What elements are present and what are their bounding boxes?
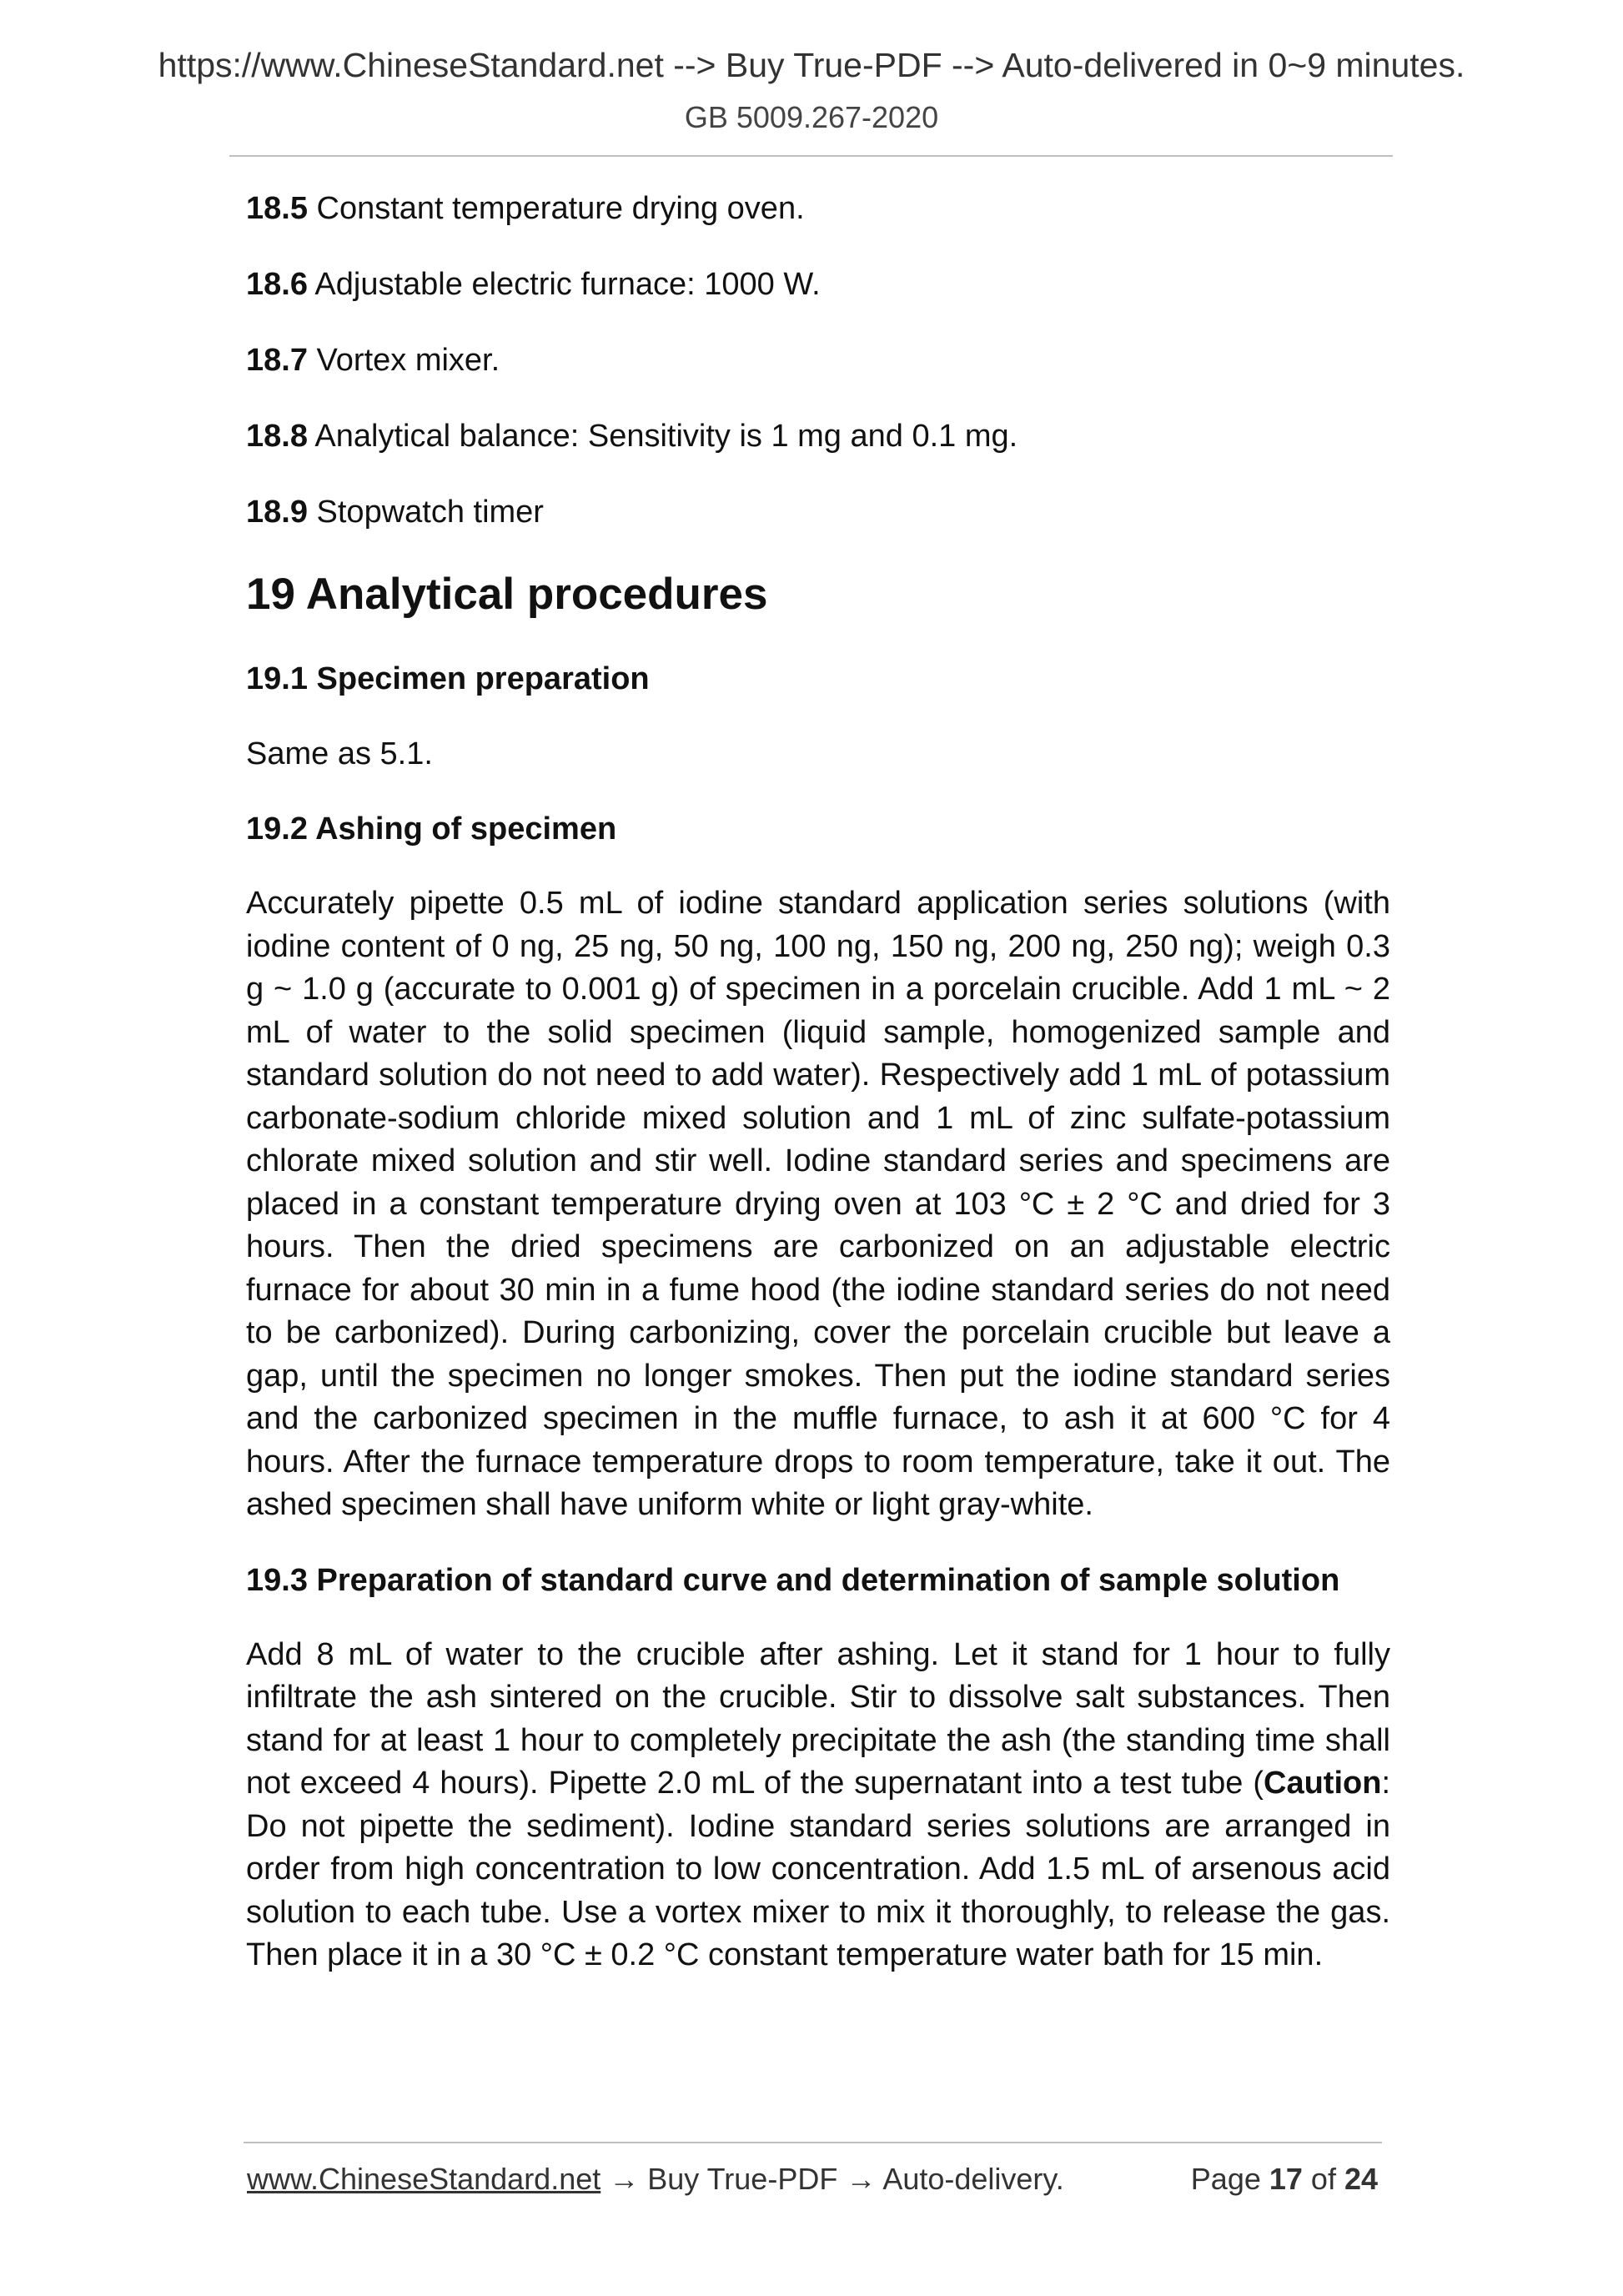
item-text: Analytical balance: Sensitivity is 1 mg and 0.1 mg. <box>307 419 1018 454</box>
item-18-6 <box>246 264 1390 304</box>
footer-site-link[interactable]: www.ChineseStandard.net <box>247 2162 601 2196</box>
section-19-title: 19 Analytical procedures <box>246 570 768 619</box>
section-19-1-heading: 19.1 Specimen preparation <box>246 661 650 696</box>
section-19-2-text: Accurately pipette 0.5 mL of iodine standard application series solutions (with iodine content of 0 ng, 25 ng, 50 ng, 100 ng, 150 ng, 200 ng, 250 ng); weigh 0.3 g ~ 1.0 g (accurate to 0.001 g) of specimen in a porcelain crucible. Add 1 mL ~ 2 mL of water to the solid specimen (liquid sample, homogenized sample and standard solution do not need to add water). Respectively add 1 mL of potassium carbonate-sodium chloride mixed solution and 1 mL of zinc sulfate-potassium chlorate mixed solution and stir well. Iodine standard series and specimens are placed in a constant temperature drying oven at 103 °C ± 2 °C and dried for 3 hours. Then the dried specimens are carbonized on an adjustable electric furnace for about 30 min in a fume hood (the iodine standard series do not need to be carbonized). During carbonizing, cover the porcelain crucible but leave a gap, until the specimen no longer smokes. Then put the iodine standard series and the carbonized specimen in the muffle furnace, to ash it at 600 °C for 4 hours. After the furnace temperature drops to room temperature, take it out. The ashed specimen shall have uniform white or light gray-white. <box>246 886 1390 1522</box>
item-number: 18.7 <box>246 343 308 378</box>
footer-left <box>247 2162 1064 2197</box>
item-text: Constant temperature drying oven. <box>307 191 805 226</box>
item-text: Adjustable electric furnace: 1000 W. <box>307 267 821 302</box>
page-of-label: of <box>1302 2162 1344 2196</box>
page-label: Page <box>1190 2162 1269 2196</box>
section-19-3-heading: 19.3 Preparation of standard curve and determination of sample solution <box>246 1562 1340 1598</box>
footer-tagline: → Buy True-PDF → Auto-delivery. <box>600 2162 1064 2196</box>
section-19-2-heading: 19.2 Ashing of specimen <box>246 811 617 847</box>
item-18-5 <box>246 188 1390 229</box>
item-18-9 <box>246 492 1390 532</box>
item-number: 18.6 <box>246 267 308 302</box>
section-19-3-text <box>246 1634 1390 1977</box>
page-total: 24 <box>1344 2162 1378 2196</box>
item-18-8 <box>246 416 1390 456</box>
page-content <box>246 188 1390 2009</box>
section-19-1-text: Same as 5.1. <box>246 736 433 771</box>
page-number <box>1191 2162 1378 2197</box>
caution-label: Caution <box>1264 1766 1382 1801</box>
item-number: 18.5 <box>246 191 308 226</box>
standard-code: GB 5009.267-2020 <box>684 100 939 134</box>
item-text: Vortex mixer. <box>307 343 500 378</box>
section-19-3-text-b: : Do not pipette the sediment). Iodine standard series solutions are arranged in order from high concentration to low concentration. Add 1.5 mL of arsenous acid solution to each tube. Use a vortex mixer to mix it thoroughly, to release the gas. Then place it in a 30 °C ± 0.2 °C constant temperature water bath for 15 min. <box>246 1766 1390 1972</box>
header-divider <box>229 155 1393 157</box>
header-url-line: https://www.ChineseStandard.net --> Buy True-PDF --> Auto-delivered in 0~9 minutes. <box>158 46 1465 84</box>
item-text: Stopwatch timer <box>307 495 544 530</box>
section-19-3-text-a: Add 8 mL of water to the crucible after ashing. Let it stand for 1 hour to fully infiltrate the ash sintered on the crucible. Stir to dissolve salt substances. Then stand for at least 1 hour to completely precipitate the ash (the standing time shall not exceed 4 hours). Pipette 2.0 mL of the supernatant into a test tube ( <box>246 1636 1390 1801</box>
page-current: 17 <box>1269 2162 1303 2196</box>
item-number: 18.8 <box>246 419 308 454</box>
item-number: 18.9 <box>246 495 308 530</box>
item-18-7 <box>246 340 1390 380</box>
footer-divider <box>244 2142 1382 2143</box>
